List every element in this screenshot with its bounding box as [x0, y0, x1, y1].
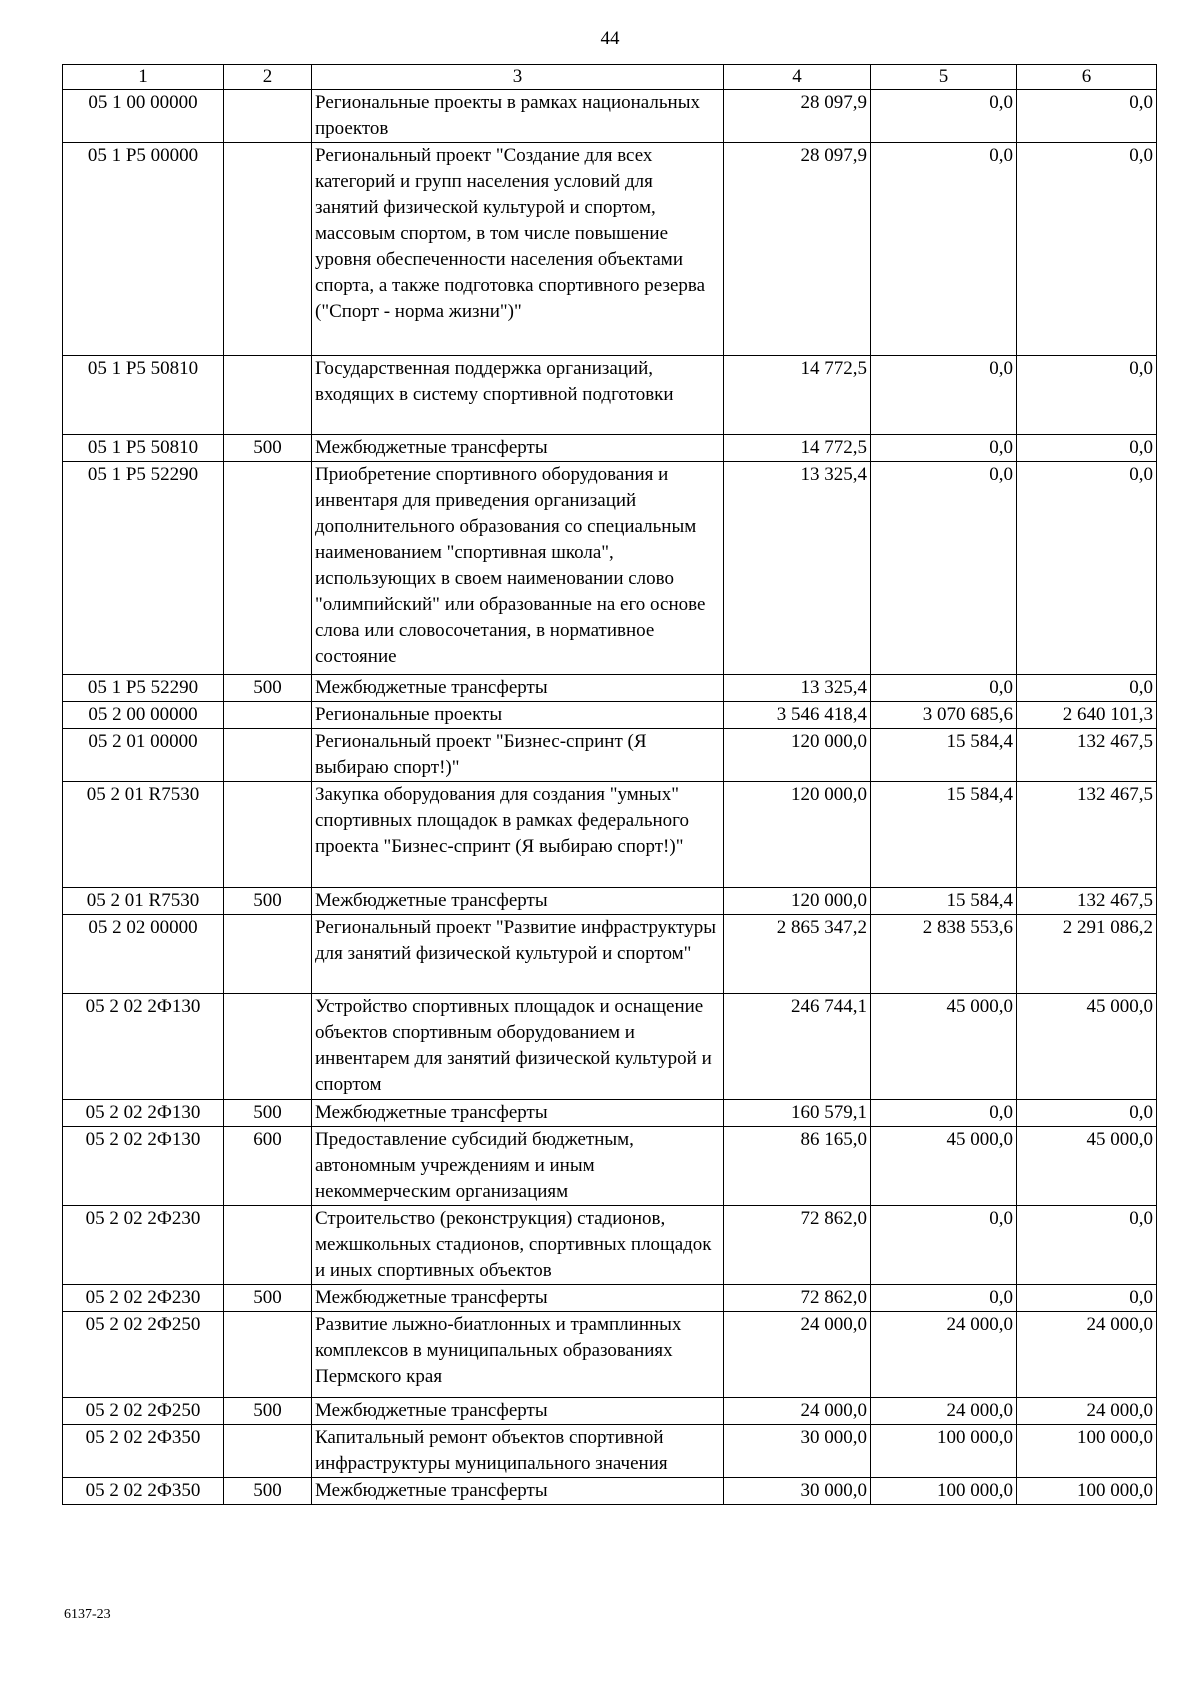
- amount-col5-cell: 15 584,4: [871, 888, 1017, 915]
- expense-type-cell: [224, 90, 312, 143]
- column-header: 1: [63, 65, 224, 90]
- expense-type-cell: [224, 143, 312, 356]
- expense-type-cell: [224, 1425, 312, 1478]
- amount-col6-cell: 0,0: [1017, 675, 1157, 702]
- budget-code-cell: 05 2 01 00000: [63, 729, 224, 782]
- amount-col4-cell: 72 862,0: [724, 1206, 871, 1285]
- budget-code-cell: 05 1 P5 00000: [63, 143, 224, 356]
- item-name-cell: Межбюджетные трансферты: [312, 435, 724, 462]
- column-header: 6: [1017, 65, 1157, 90]
- expense-type-cell: 600: [224, 1127, 312, 1206]
- item-name-cell: Региональный проект "Бизнес-спринт (Я выбираю спорт!)": [312, 729, 724, 782]
- amount-col6-cell: 0,0: [1017, 1100, 1157, 1127]
- expense-type-cell: 500: [224, 888, 312, 915]
- amount-col6-cell: 0,0: [1017, 1206, 1157, 1285]
- amount-col6-cell: 132 467,5: [1017, 782, 1157, 888]
- budget-code-cell: 05 2 02 2Ф250: [63, 1312, 224, 1398]
- expense-type-cell: [224, 462, 312, 675]
- amount-col4-cell: 28 097,9: [724, 143, 871, 356]
- amount-col6-cell: 0,0: [1017, 435, 1157, 462]
- amount-col5-cell: 0,0: [871, 1206, 1017, 1285]
- amount-col4-cell: 120 000,0: [724, 888, 871, 915]
- amount-col4-cell: 246 744,1: [724, 994, 871, 1100]
- amount-col5-cell: 0,0: [871, 1285, 1017, 1312]
- budget-code-cell: 05 1 00 00000: [63, 90, 224, 143]
- item-name-cell: Межбюджетные трансферты: [312, 675, 724, 702]
- budget-code-cell: 05 2 02 2Ф230: [63, 1206, 224, 1285]
- item-name-cell: Предоставление субсидий бюджетным, автономным учреждениям и иным некоммерческим организациям: [312, 1127, 724, 1206]
- amount-col4-cell: 13 325,4: [724, 462, 871, 675]
- expense-type-cell: 500: [224, 435, 312, 462]
- amount-col5-cell: 3 070 685,6: [871, 702, 1017, 729]
- column-header: 4: [724, 65, 871, 90]
- table-row: [63, 356, 1157, 435]
- budget-code-cell: 05 2 00 00000: [63, 702, 224, 729]
- amount-col4-cell: 120 000,0: [724, 782, 871, 888]
- table-row: [63, 143, 1157, 356]
- amount-col4-cell: 86 165,0: [724, 1127, 871, 1206]
- item-name-cell: Устройство спортивных площадок и оснащение объектов спортивным оборудованием и инвентарем для занятий физической культурой и спортом: [312, 994, 724, 1100]
- item-name-cell: Государственная поддержка организаций, входящих в систему спортивной подготовки: [312, 356, 724, 435]
- amount-col6-cell: 100 000,0: [1017, 1478, 1157, 1505]
- item-name-cell: Межбюджетные трансферты: [312, 888, 724, 915]
- table-row: [63, 1312, 1157, 1398]
- table-row: [63, 1100, 1157, 1127]
- table-row: [63, 915, 1157, 994]
- table-row: [63, 702, 1157, 729]
- amount-col5-cell: 0,0: [871, 356, 1017, 435]
- amount-col5-cell: 0,0: [871, 435, 1017, 462]
- budget-code-cell: 05 2 02 2Ф350: [63, 1425, 224, 1478]
- table-body: [63, 90, 1157, 1505]
- item-name-cell: Капитальный ремонт объектов спортивной инфраструктуры муниципального значения: [312, 1425, 724, 1478]
- item-name-cell: Межбюджетные трансферты: [312, 1100, 724, 1127]
- amount-col5-cell: 24 000,0: [871, 1398, 1017, 1425]
- table-row: [63, 888, 1157, 915]
- item-name-cell: Региональные проекты: [312, 702, 724, 729]
- expense-type-cell: 500: [224, 1398, 312, 1425]
- budget-code-cell: 05 2 02 2Ф250: [63, 1398, 224, 1425]
- amount-col5-cell: 0,0: [871, 462, 1017, 675]
- item-name-cell: Межбюджетные трансферты: [312, 1398, 724, 1425]
- budget-code-cell: 05 1 P5 52290: [63, 675, 224, 702]
- table-row: [63, 462, 1157, 675]
- expense-type-cell: [224, 915, 312, 994]
- amount-col4-cell: 120 000,0: [724, 729, 871, 782]
- column-header: 3: [312, 65, 724, 90]
- amount-col4-cell: 24 000,0: [724, 1312, 871, 1398]
- table-row: [63, 782, 1157, 888]
- budget-code-cell: 05 1 P5 50810: [63, 356, 224, 435]
- amount-col4-cell: 2 865 347,2: [724, 915, 871, 994]
- amount-col4-cell: 160 579,1: [724, 1100, 871, 1127]
- table-row: [63, 1478, 1157, 1505]
- amount-col5-cell: 15 584,4: [871, 782, 1017, 888]
- amount-col6-cell: 100 000,0: [1017, 1425, 1157, 1478]
- budget-code-cell: 05 2 02 00000: [63, 915, 224, 994]
- table-row: [63, 90, 1157, 143]
- item-name-cell: Межбюджетные трансферты: [312, 1478, 724, 1505]
- budget-code-cell: 05 2 02 2Ф230: [63, 1285, 224, 1312]
- amount-col5-cell: 100 000,0: [871, 1478, 1017, 1505]
- expense-type-cell: [224, 702, 312, 729]
- amount-col4-cell: 28 097,9: [724, 90, 871, 143]
- budget-code-cell: 05 2 02 2Ф130: [63, 1127, 224, 1206]
- item-name-cell: Приобретение спортивного оборудования и инвентаря для приведения организаций дополнительного образования со специальным наименованием "спортивная школа", использующих в своем наименовании слово "олимпийский" или образованные на его основе слова или словосочетания, в нормативное состояние: [312, 462, 724, 675]
- budget-code-cell: 05 2 02 2Ф130: [63, 1100, 224, 1127]
- amount-col4-cell: 13 325,4: [724, 675, 871, 702]
- table-row: [63, 1127, 1157, 1206]
- amount-col4-cell: 24 000,0: [724, 1398, 871, 1425]
- budget-code-cell: 05 1 P5 50810: [63, 435, 224, 462]
- amount-col6-cell: 0,0: [1017, 462, 1157, 675]
- amount-col5-cell: 15 584,4: [871, 729, 1017, 782]
- expense-type-cell: 500: [224, 1478, 312, 1505]
- item-name-cell: Развитие лыжно-биатлонных и трамплинных комплексов в муниципальных образованиях Пермского края: [312, 1312, 724, 1398]
- amount-col6-cell: 0,0: [1017, 143, 1157, 356]
- amount-col6-cell: 132 467,5: [1017, 888, 1157, 915]
- item-name-cell: Региональный проект "Развитие инфраструктуры для занятий физической культурой и спортом": [312, 915, 724, 994]
- amount-col5-cell: 45 000,0: [871, 994, 1017, 1100]
- amount-col4-cell: 30 000,0: [724, 1425, 871, 1478]
- expense-type-cell: [224, 994, 312, 1100]
- amount-col6-cell: 2 291 086,2: [1017, 915, 1157, 994]
- amount-col4-cell: 72 862,0: [724, 1285, 871, 1312]
- item-name-cell: Закупка оборудования для создания "умных" спортивных площадок в рамках федерального проекта "Бизнес-спринт (Я выбираю спорт!)": [312, 782, 724, 888]
- budget-code-cell: 05 2 01 R7530: [63, 782, 224, 888]
- amount-col6-cell: 0,0: [1017, 356, 1157, 435]
- amount-col5-cell: 24 000,0: [871, 1312, 1017, 1398]
- budget-code-cell: 05 2 02 2Ф350: [63, 1478, 224, 1505]
- amount-col4-cell: 30 000,0: [724, 1478, 871, 1505]
- item-name-cell: Региональные проекты в рамках национальных проектов: [312, 90, 724, 143]
- column-header: 2: [224, 65, 312, 90]
- amount-col5-cell: 0,0: [871, 675, 1017, 702]
- table-row: [63, 435, 1157, 462]
- item-name-cell: Строительство (реконструкция) стадионов, межшкольных стадионов, спортивных площадок и иных спортивных объектов: [312, 1206, 724, 1285]
- amount-col4-cell: 14 772,5: [724, 435, 871, 462]
- table-row: [63, 675, 1157, 702]
- column-header: 5: [871, 65, 1017, 90]
- expense-type-cell: 500: [224, 1285, 312, 1312]
- table-row: [63, 994, 1157, 1100]
- item-name-cell: Межбюджетные трансферты: [312, 1285, 724, 1312]
- footer-document-code: 6137-23: [64, 1607, 111, 1622]
- budget-code-cell: 05 2 01 R7530: [63, 888, 224, 915]
- table-row: [63, 1425, 1157, 1478]
- table-row: [63, 1398, 1157, 1425]
- header-row: [63, 65, 1157, 90]
- table-row: [63, 729, 1157, 782]
- amount-col5-cell: 0,0: [871, 143, 1017, 356]
- amount-col5-cell: 0,0: [871, 90, 1017, 143]
- amount-col4-cell: 14 772,5: [724, 356, 871, 435]
- amount-col5-cell: 45 000,0: [871, 1127, 1017, 1206]
- budget-code-cell: 05 2 02 2Ф130: [63, 994, 224, 1100]
- amount-col6-cell: 24 000,0: [1017, 1312, 1157, 1398]
- expense-type-cell: [224, 729, 312, 782]
- expense-type-cell: 500: [224, 675, 312, 702]
- budget-table: [62, 64, 1157, 1505]
- amount-col6-cell: 45 000,0: [1017, 1127, 1157, 1206]
- expense-type-cell: [224, 1206, 312, 1285]
- expense-type-cell: [224, 356, 312, 435]
- amount-col4-cell: 3 546 418,4: [724, 702, 871, 729]
- amount-col6-cell: 0,0: [1017, 90, 1157, 143]
- amount-col6-cell: 132 467,5: [1017, 729, 1157, 782]
- page-number: 44: [600, 28, 620, 49]
- item-name-cell: Региональный проект "Создание для всех категорий и групп населения условий для занятий физической культурой и спортом, массовым спортом, в том числе повышение уровня обеспеченности населения объектами спорта, а также подготовка спортивного резерва ("Спорт - норма жизни")": [312, 143, 724, 356]
- table-row: [63, 1285, 1157, 1312]
- expense-type-cell: [224, 1312, 312, 1398]
- budget-code-cell: 05 1 P5 52290: [63, 462, 224, 675]
- amount-col6-cell: 24 000,0: [1017, 1398, 1157, 1425]
- amount-col5-cell: 2 838 553,6: [871, 915, 1017, 994]
- expense-type-cell: [224, 782, 312, 888]
- table-row: [63, 1206, 1157, 1285]
- amount-col6-cell: 2 640 101,3: [1017, 702, 1157, 729]
- expense-type-cell: 500: [224, 1100, 312, 1127]
- amount-col5-cell: 100 000,0: [871, 1425, 1017, 1478]
- amount-col6-cell: 0,0: [1017, 1285, 1157, 1312]
- amount-col6-cell: 45 000,0: [1017, 994, 1157, 1100]
- amount-col5-cell: 0,0: [871, 1100, 1017, 1127]
